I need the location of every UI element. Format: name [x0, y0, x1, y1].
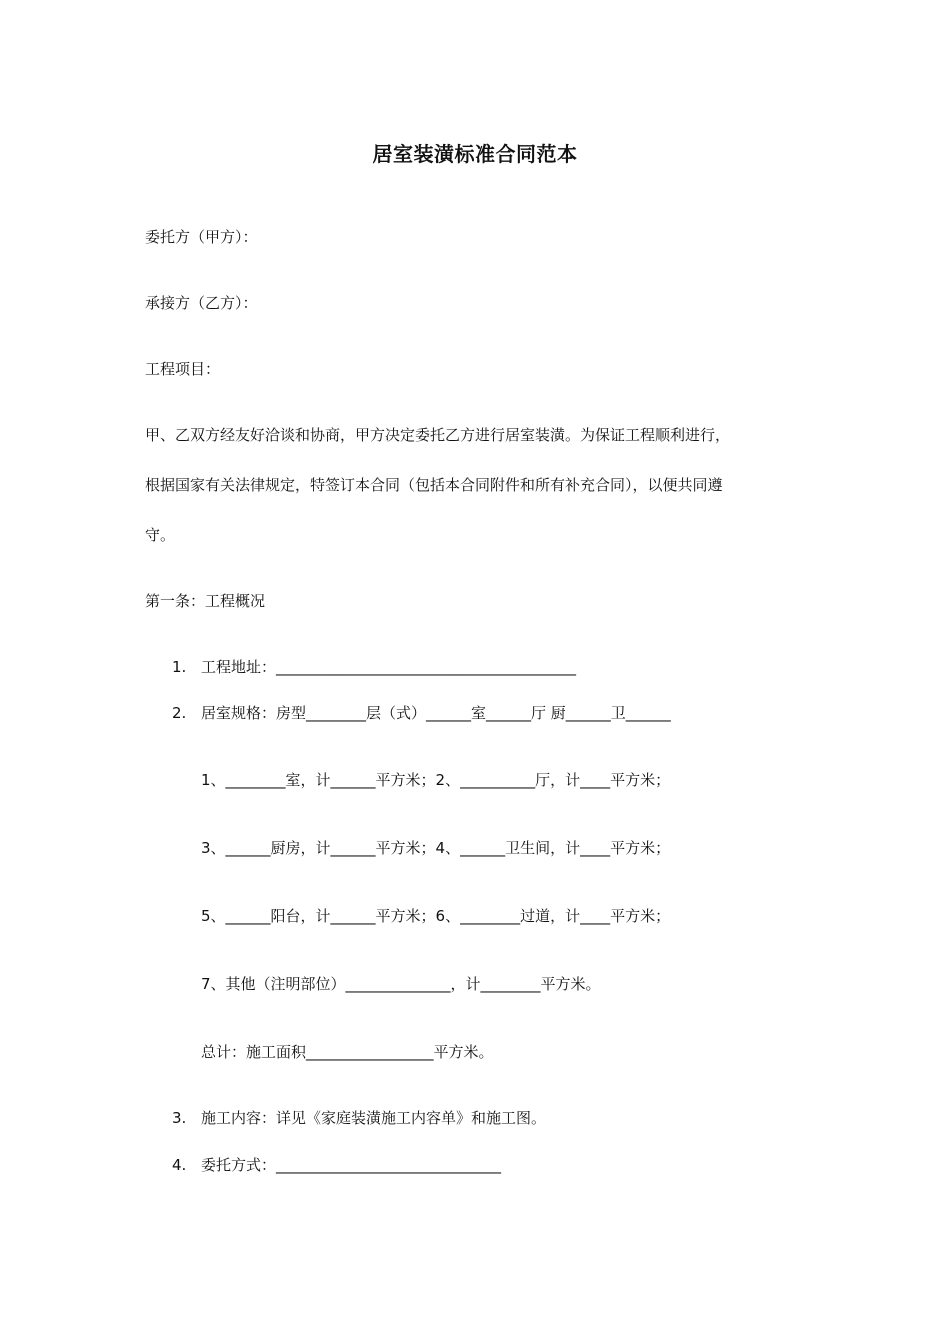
intro-paragraph-line-2: 根据国家有关法律规定，特签订本合同（包括本合同附件和所有补充合同），以便共同遵	[145, 476, 723, 494]
list-item-number: 4.	[172, 1156, 187, 1174]
commission-method-field: 委托方式：______________________________	[201, 1156, 502, 1174]
intro-paragraph-line-1: 甲、乙双方经友好洽谈和协商，甲方决定委托乙方进行居室装潢。为保证工程顺利进行，	[145, 426, 731, 444]
room-detail-line-3: 5、______阳台，计______平方米；6、________过道，计____平方米；	[201, 907, 671, 925]
article-1-heading: 第一条：工程概况	[145, 592, 266, 610]
room-detail-line-4: 7、其他（注明部位）______________，计________平方米。	[201, 975, 601, 993]
list-item-number: 3.	[172, 1109, 187, 1127]
construction-content-line: 施工内容：详见《家庭装潢施工内容单》和施工图。	[201, 1109, 547, 1127]
room-spec-field: 居室规格：房型________层（式）______室______厅 厨______卫______	[201, 704, 671, 722]
party-b-label: 承接方（乙方）：	[145, 294, 258, 312]
list-item-number: 1.	[172, 658, 187, 676]
room-detail-line-2: 3、______厨房，计______平方米；4、______卫生间，计____平方米；	[201, 839, 671, 857]
intro-paragraph-line-3: 守。	[145, 526, 176, 544]
project-label: 工程项目：	[145, 360, 221, 378]
party-a-label: 委托方（甲方）：	[145, 228, 258, 246]
document-title: 居室装潢标准合同范本	[372, 142, 578, 166]
project-address-field: 工程地址：________________________________________	[201, 658, 577, 676]
list-item-number: 2.	[172, 704, 187, 722]
total-area-line: 总计：施工面积_________________平方米。	[201, 1043, 494, 1061]
room-detail-line-1: 1、________室，计______平方米；2、__________厅，计____平方米；	[201, 771, 671, 789]
